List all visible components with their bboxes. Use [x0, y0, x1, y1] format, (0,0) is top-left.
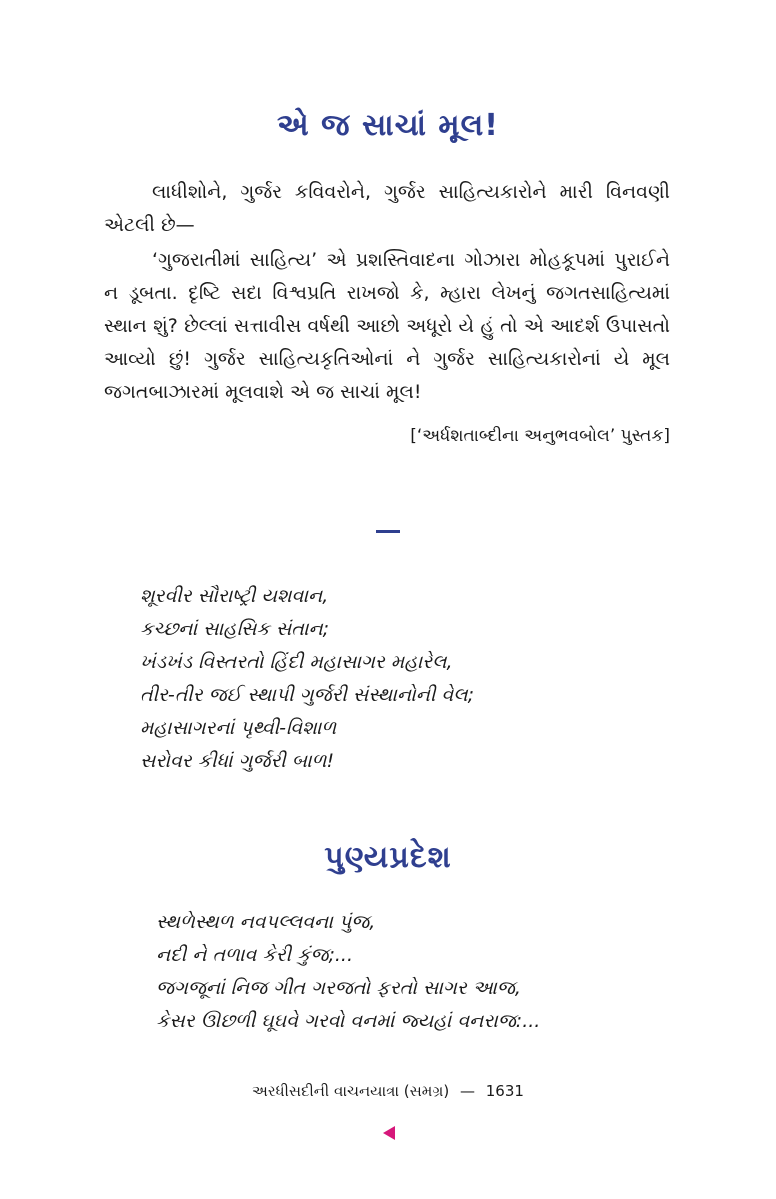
footer-dash: —	[459, 1082, 475, 1100]
poem-line: મહાસાગરનાં પૃથ્વી-વિશાળ	[140, 717, 337, 739]
page-number: 1631	[485, 1082, 524, 1100]
paragraph-text: લાધીશોને, ગુર્જર કવિવરોને, ગુર્જર સાહિત્યકારોને મારી વિનવણી એટલી છે—	[104, 181, 670, 236]
arrow-left-icon[interactable]	[383, 1126, 395, 1140]
poem-line: સ્થળેસ્થળ નવપલ્લવના પુંજ,	[156, 911, 376, 933]
poem-line: સરોવર કીધાં ગુર્જરી બાળ!	[140, 750, 335, 772]
poem	[156, 906, 540, 1038]
poem-line: શૂરવીર સૌરાષ્ટ્રી યશવાન,	[140, 585, 329, 607]
poem	[140, 580, 474, 778]
poem-line: કેસર ઊછળી ઘૂઘવે ગરવો વનમાં જ્યહાં વનરાજ:...	[156, 1010, 541, 1032]
book-title: અરધીસદીની વાચનયાત્રા (સમગ્ર)	[252, 1082, 450, 1100]
poem-line: ખંડખંડ વિસ્તરતો હિંદી મહાસાગર મહારેલ,	[140, 651, 453, 673]
paragraph	[104, 244, 670, 409]
poem-line: કચ્છનાં સાહસિક સંતાન;	[140, 618, 330, 640]
section-title: પુણ્યપ્રદેશ	[324, 840, 452, 875]
paragraph-text: ‘ગુજરાતીમાં સાહિત્ય’ એ પ્રશસ્તિવાદના ગોઝારા મોહકૂપમાં પુરાઈને ન ડૂબતા. દૃષ્ટિ સદા વિશ્વપ્રતિ રાખજો કે, મ્હારા લેખનું જગતસાહિત્યમાં સ્થાન શું? છેલ્લાં સત્તાવીસ વર્ષથી આછો અધૂરો યે હું તો એ આદર્શ ઉપાસતો આવ્યો છું! ગુર્જર સાહિત્યકૃતિઓનાં ને ગુર્જર સાહિત્યકારોનાં યે મૂલ જગતબાઝારમાં મૂલવાશે એ જ સાચાં મૂલ!	[104, 249, 670, 403]
paragraph	[104, 176, 670, 242]
page-footer	[0, 1082, 776, 1100]
poem-line: જગજૂનાં નિજ ગીત ગરજતો ફરતો સાગર આજ,	[156, 977, 521, 999]
section-separator	[376, 530, 400, 533]
poem-line: તીર-તીર જઈ સ્થાપી ગુર્જરી સંસ્થાનોની વેલ;	[140, 684, 475, 706]
source-citation: [‘અર્ધશતાબ્દીના અનુભવબોલ’ પુસ્તક]	[410, 426, 670, 446]
section-title: એ જ સાચાં મૂલ!	[277, 108, 499, 143]
poem-line: નદી ને તળાવ કેરી કુંજ;...	[156, 944, 354, 966]
